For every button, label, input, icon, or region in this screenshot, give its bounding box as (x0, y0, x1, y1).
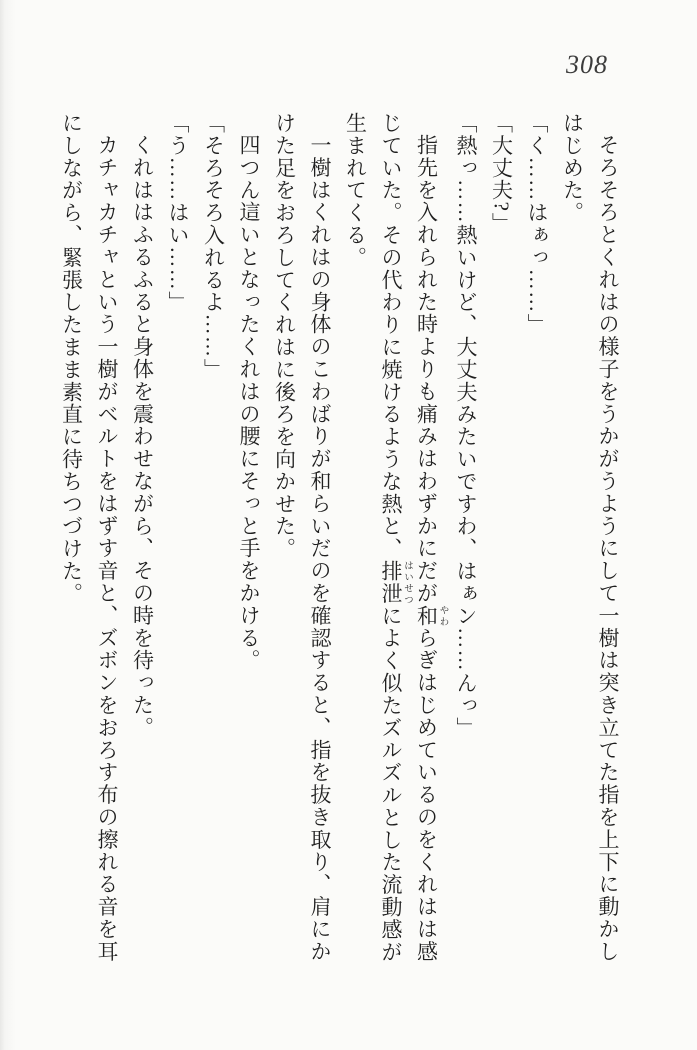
paragraph-narrative: 指先を入れられた時よりも痛みはわずかにだが和 やわらぎはじめているのをくれはは感じていた。その代わりに焼けるような熱と、排泄 はいせつによく似たズルズルとした流動感が生まれてくる。 (343, 112, 448, 964)
paragraph-dialogue: 「そろそろ入れるよ……」 (201, 112, 226, 381)
paragraph-narrative: 一樹はくれはの身体のこわばりが和らいだのを確認すると、指を抜き取り、肩にかけた足をおろしてくれはに後ろを向かせた。 (272, 112, 332, 964)
text-block (53, 112, 625, 965)
page-number: 308 (566, 50, 608, 79)
paragraph-narrative: そろそろとくれはの様子をうかがうようにして一樹は突き立てた指を上下に動かしはじめた。 (560, 112, 620, 964)
paragraph-narrative: 四つん這いとなったくれはの腰にそっと手をかける。 (237, 134, 261, 672)
paragraph-narrative: カチャカチャという一樹がベルトをはずす音と、ズボンをおろす布の擦れる音を耳にしながら、緊張したまま素直に待ちつづけた。 (59, 112, 119, 964)
paragraph-dialogue: 「熱っ……熱いけど、大丈夫みたいですわ、はぁン……んっ」 (454, 112, 478, 740)
paragraph-narrative: くれははふるふると身体を震わせながら、その時を待った。 (130, 134, 155, 740)
paragraph-dialogue: 「う……はい……」 (166, 112, 190, 314)
paragraph-dialogue: 「大丈夫?」 (489, 112, 514, 235)
paragraph-dialogue: 「く……はぁっ……」 (525, 112, 549, 336)
